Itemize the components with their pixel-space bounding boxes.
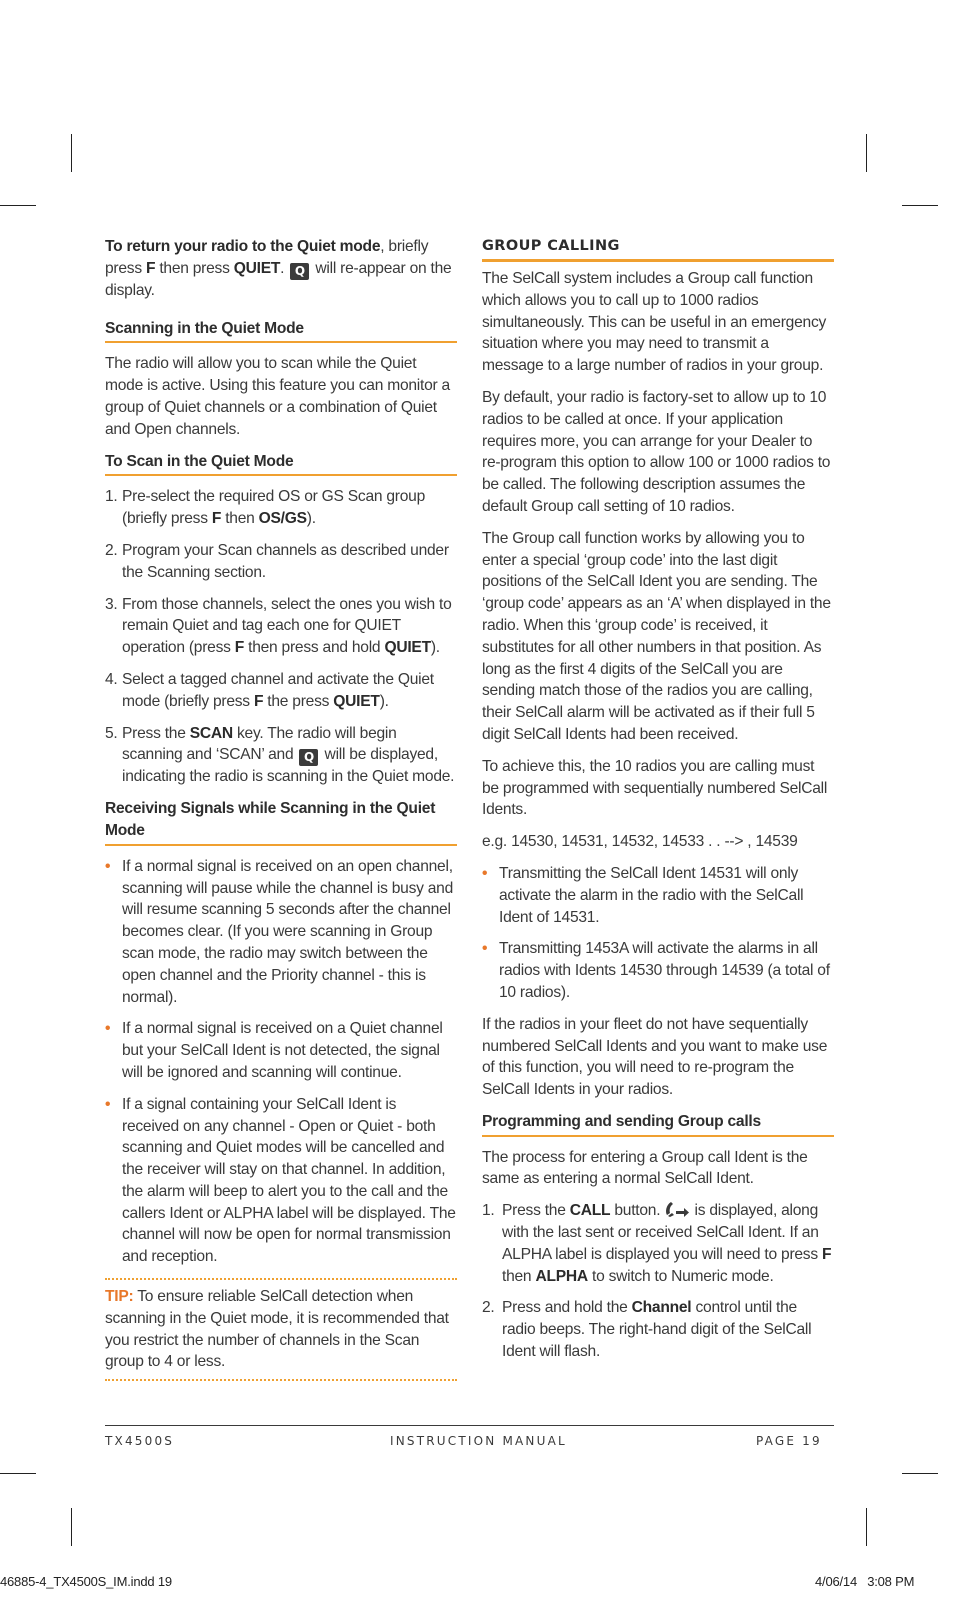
bullet-dot-icon: • (482, 940, 488, 958)
group-bullets-list (482, 863, 834, 1004)
footer-model: TX4500S (105, 1434, 175, 1448)
list-item: 4. Select a tagged channel and activate the Quiet mode (briefly press F the press QUIET). (105, 670, 434, 710)
crop-mark (866, 1508, 867, 1546)
receiving-bullets-list (105, 856, 457, 1268)
bullet-dot-icon: • (482, 864, 488, 882)
paragraph: The SelCall system includes a Group call function which allows you to call up to 1000 radios simultaneously. This can be useful in an emergency situation where you may need to transmit a message to a large number of radios in your group. (482, 270, 827, 375)
footer-rule (105, 1425, 834, 1426)
list-item: • Transmitting 1453A will activate the alarms in all radios with Idents 14530 through 14539 (a total of 10 radios). (482, 940, 830, 1001)
list-item: • If a normal signal is received on a Quiet channel but your SelCall Ident is not detected, the signal will be ignored and scanning will continue. (105, 1020, 443, 1081)
quiet-q-icon: Q (290, 263, 309, 280)
tip-box (105, 1278, 457, 1381)
to-scan-heading: To Scan in the Quiet Mode (105, 451, 457, 477)
quiet-q-icon: Q (299, 749, 318, 766)
call-handset-icon (664, 1200, 690, 1218)
paragraph: The process for entering a Group call Ident is the same as entering a normal SelCall Ident. (482, 1148, 808, 1188)
list-item: 5. Press the SCAN key. The radio will begin scanning and ‘SCAN’ and Q will be displayed, indicating the radio is scanning in the Quiet mode. (105, 724, 455, 786)
list-item: • Transmitting the SelCall Ident 14531 will only activate the alarm in the radio with the SelCall Ident of 14531. (482, 864, 804, 926)
crop-mark (71, 1508, 72, 1546)
right-column (482, 236, 834, 1373)
programming-heading: Programming and sending Group calls (482, 1111, 834, 1137)
footer-manual-title: INSTRUCTION MANUAL (390, 1434, 567, 1448)
paragraph: To achieve this, the 10 radios you are calling must be programmed with sequentially numbered SelCall Idents. (482, 757, 828, 819)
bullet-dot-icon: • (105, 1095, 111, 1113)
list-item: • If a signal containing your SelCall Ident is received on any channel - Open or Quiet - both scanning and Quiet modes will be cancelled and the receiver will stay on that channel. In addition, the alarm will beep to alert you to the call and the callers Ident or ALPHA label will be displayed. The channel will now be open for normal transmission and reception. (105, 1095, 456, 1266)
paragraph: If the radios in your fleet do not have sequentially numbered SelCall Idents and you want to make use of this function, you will need to re-program the SelCall Idents in your radios. (482, 1015, 828, 1099)
bullet-dot-icon: • (105, 857, 111, 875)
scan-steps-list (105, 486, 457, 788)
paragraph: The Group call function works by allowing you to enter a special ‘group code’ into the last digit positions of the SelCall Ident you are sending. The ‘group code’ appears as an ‘A’ when displayed in the radio. When this ‘group code’ is received, it substitutes for all other numbers in that position. As long as the first 4 digits of the SelCall you are sending match those of the radios you are calling, their SelCall alarm will be activated as if their full 5 digit SelCall Idents had been received. (482, 529, 831, 743)
list-item: 1. Press the CALL button. is displayed, along with the last sent or received SelCall Ident. If an ALPHA label is displayed you will need to press F then ALPHA to switch to Numeric mode. (482, 1202, 832, 1285)
scanning-quiet-paragraph: The radio will allow you to scan while the Quiet mode is active. Using this feature you can monitor a group of Quiet channels or a combination of Quiet and Open channels. (105, 355, 450, 438)
receiving-signals-heading: Receiving Signals while Scanning in the Quiet Mode (105, 798, 457, 846)
paragraph: By default, your radio is factory-set to allow up to 10 radios to be called at once. If your application requires more, you can arrange for your Dealer to re-program this option to allow 100 or 1000 radios to be called. The following description assumes the default Group call setting of 10 radios. (482, 388, 831, 515)
list-item: 2. Press and hold the Channel control until the radio beeps. The right-hand digit of the SelCall Ident will flash. (482, 1299, 812, 1361)
crop-mark (902, 205, 938, 206)
crop-mark (0, 1473, 36, 1474)
crop-mark (71, 134, 72, 172)
crop-mark (866, 134, 867, 172)
crop-mark (902, 1473, 938, 1474)
example-line: e.g. 14530, 14531, 14532, 14533 . . --> , 14539 (482, 833, 798, 851)
left-column (105, 236, 457, 1381)
slug-file-name: 46885-4_TX4500S_IM.indd 19 (0, 1574, 172, 1589)
quiet-return-paragraph: To return your radio to the Quiet mode, briefly press F then press QUIET. Q will re-appear on the display. (105, 238, 452, 299)
footer-page-number: PAGE 19 (756, 1434, 822, 1448)
tip-text: To ensure reliable SelCall detection when scanning in the Quiet mode, it is recommended that you restrict the number of channels in the Scan group to 4 or less. (105, 1288, 449, 1371)
programming-steps-list (482, 1200, 834, 1363)
crop-mark (0, 205, 36, 206)
slug-date: 4/06/14 3:08 PM (815, 1574, 915, 1589)
list-item: 1. Pre-select the required OS or GS Scan group (briefly press F then OS/GS). (105, 488, 426, 528)
list-item: 3. From those channels, select the ones you wish to remain Quiet and tag each one for QUIET operation (press F then press and hold QUIET). (105, 595, 452, 657)
list-item: 2. Program your Scan channels as described under the Scanning section. (105, 541, 449, 581)
scanning-quiet-heading: Scanning in the Quiet Mode (105, 318, 457, 344)
bullet-dot-icon: • (105, 1020, 111, 1038)
tip-label: TIP: (105, 1288, 134, 1306)
list-item: • If a normal signal is received on an open channel, scanning will pause while the channel is busy and will resume scanning 5 seconds after the channel becomes clear. (If you were scanning in Group scan mode, the radio may switch between the open channel and the Priority channel - this is normal). (105, 857, 454, 1006)
group-calling-heading: GROUP CALLING (482, 236, 834, 262)
